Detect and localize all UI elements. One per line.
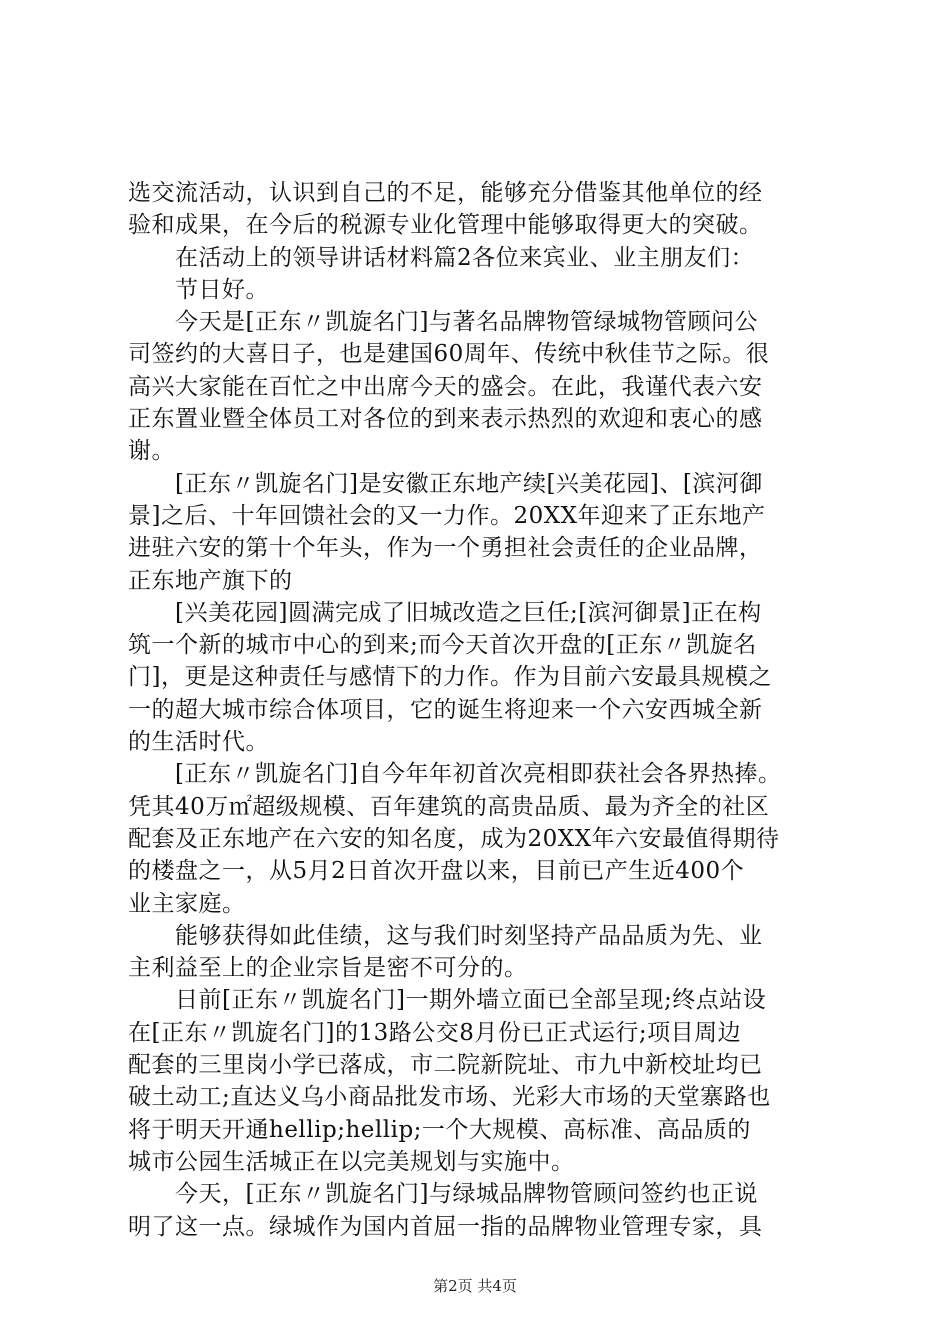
text-line: 谢。 <box>128 438 175 465</box>
text-line: [正东〃凯旋名门]是安徽正东地产续[兴美花园]、[滨河御 <box>175 470 763 497</box>
text-line: 在活动上的领导讲话材料篇2各位来宾业、业主朋友们： <box>175 244 755 271</box>
text-line: 配套及正东地产在六安的知名度，成为20XX年六安最值得期待 <box>128 825 780 852</box>
text-line: 日前[正东〃凯旋名门]一期外墙立面已全部呈现;终点站设 <box>175 987 767 1014</box>
text-line: 高兴大家能在百忙之中出席今天的盛会。在此，我谨代表六安 <box>128 373 763 400</box>
text-line: 一的超大城市综合体项目，它的诞生将迎来一个六安西城全新 <box>128 696 763 723</box>
text-line: 司签约的大喜日子，也是建国60周年、传统中秋佳节之际。很 <box>128 341 770 368</box>
text-line: 明了这一点。绿城作为国内首屈一指的品牌物业管理专家，具 <box>128 1213 763 1240</box>
text-line: [正东〃凯旋名门]自今年年初首次亮相即获社会各界热捧。 <box>175 761 782 788</box>
text-line: 破土动工;直达义乌小商品批发市场、光彩大市场的天堂寨路也 <box>128 1084 771 1111</box>
text-line: 今天是[正东〃凯旋名门]与著名品牌物管绿城物管顾问公 <box>175 309 758 336</box>
text-line: 将于明天开通hellip;hellip;一个大规模、高标准、高品质的 <box>128 1116 751 1143</box>
text-line: 在[正东〃凯旋名门]的13路公交8月份已正式运行;项目周边 <box>128 1019 742 1046</box>
text-line: 景]之后、十年回馈社会的又一力作。20XX年迎来了正东地产 <box>128 502 766 529</box>
text-line: 业主家庭。 <box>128 890 246 917</box>
text-line: 的生活时代。 <box>128 729 269 756</box>
text-line: 今天，[正东〃凯旋名门]与绿城品牌物管顾问签约也正说 <box>175 1181 758 1208</box>
text-line: 能够获得如此佳绩，这与我们时刻坚持产品品质为先、业 <box>175 922 763 949</box>
text-line: 主利益至上的企业宗旨是密不可分的。 <box>128 955 528 982</box>
document-body <box>128 177 828 1243</box>
text-line: [兴美花园]圆满完成了旧城改造之巨任;[滨河御景]正在构 <box>175 599 762 626</box>
text-line: 正东地产旗下的 <box>128 567 293 594</box>
text-line: 配套的三里岗小学已落成，市二院新院址、市九中新校址均已 <box>128 1052 763 1079</box>
text-line: 筑一个新的城市中心的到来;而今天首次开盘的[正东〃凯旋名 <box>128 632 757 659</box>
text-line: 城市公园生活城正在以完美规划与实施中。 <box>128 1148 575 1175</box>
text-line: 验和成果，在今后的税源专业化管理中能够取得更大的突破。 <box>128 212 763 239</box>
text-line: 正东置业暨全体员工对各位的到来表示热烈的欢迎和衷心的感 <box>128 406 763 433</box>
text-line: 节日好。 <box>175 276 269 303</box>
text-line: 的楼盘之一，从5月2日首次开盘以来，目前已产生近400个 <box>128 858 745 885</box>
text-line: 门]，更是这种责任与感情下的力作。作为目前六安最具规模之 <box>128 664 772 691</box>
text-line: 凭其40万㎡超级规模、百年建筑的高贵品质、最为齐全的社区 <box>128 793 770 820</box>
text-line: 选交流活动，认识到自己的不足，能够充分借鉴其他单位的经 <box>128 180 763 206</box>
text-line: 进驻六安的第十个年头，作为一个勇担社会责任的企业品牌， <box>128 535 763 562</box>
page-footer: 第2页 共4页 <box>433 1277 517 1295</box>
